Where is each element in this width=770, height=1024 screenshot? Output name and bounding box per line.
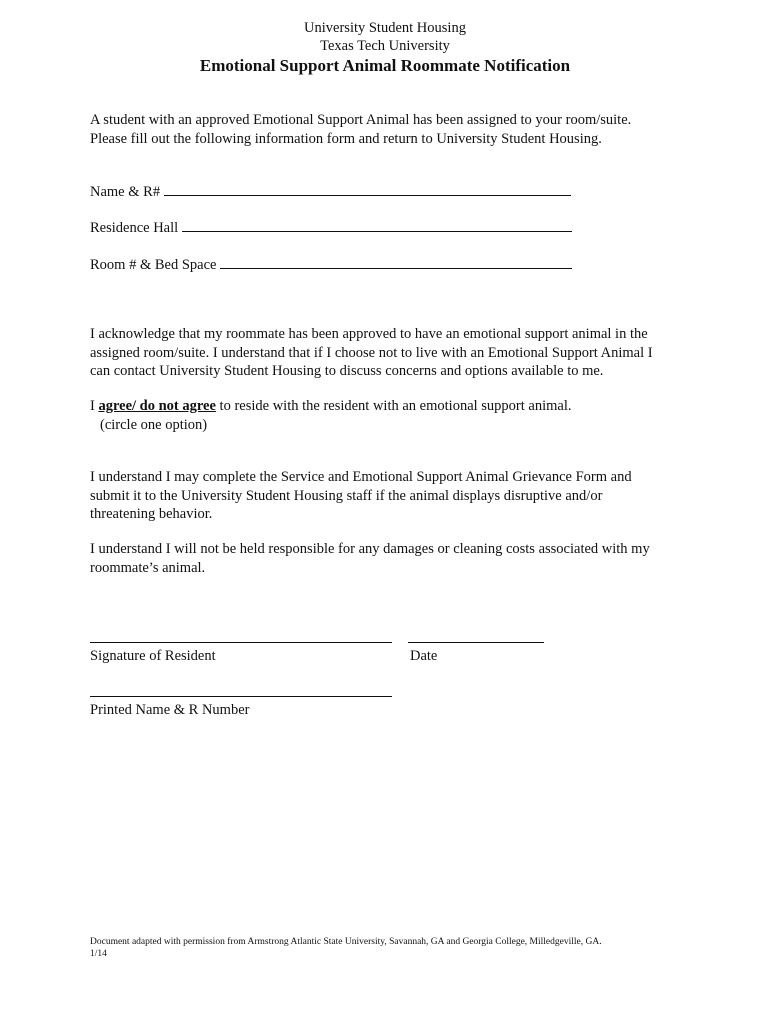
name-field	[90, 182, 571, 201]
header-university: Texas Tech University	[320, 38, 450, 54]
residence-hall-field	[90, 218, 572, 237]
grievance-paragraph	[90, 468, 690, 524]
footer	[90, 936, 690, 960]
signature-label: Signature of Resident	[90, 648, 216, 664]
residence-hall-blank[interactable]	[182, 218, 572, 232]
date-line[interactable]	[408, 642, 544, 643]
damages-line-2: roommate’s animal.	[90, 559, 206, 576]
footer-attribution: Document adapted with permission from Armstrong Atlantic State University, Savannah, GA and Georgia College, Milledgeville, GA.	[90, 937, 602, 947]
acknowledge-line-3: can contact University Student Housing to discuss concerns and options available to me.	[90, 363, 604, 379]
room-bed-field	[90, 255, 572, 274]
acknowledge-paragraph	[90, 325, 690, 381]
name-field-label: Name & R#	[90, 184, 161, 200]
date-label: Date	[410, 648, 438, 664]
grievance-line-1: I understand I may complete the Service and Emotional Support Animal Grievance Form and	[90, 469, 632, 485]
room-bed-label: Room # & Bed Space	[90, 257, 217, 273]
intro-line-2: Please fill out the following information form and return to University Student Housing.	[90, 130, 602, 147]
acknowledge-line-2: assigned room/suite. I understand that if I choose not to live with an Emotional Support Animal I	[90, 344, 653, 361]
agree-suffix: to reside with the resident with an emotional support animal.	[219, 398, 572, 414]
damages-paragraph	[90, 540, 690, 577]
agree-note: (circle one option)	[100, 416, 208, 433]
footer-revision: 1/14	[90, 949, 107, 959]
acknowledge-line-1: I acknowledge that my roommate has been approved to have an emotional support animal in the	[90, 326, 648, 342]
name-field-blank[interactable]	[164, 182, 571, 196]
printed-name-line[interactable]	[90, 696, 392, 697]
header-organization: University Student Housing	[304, 20, 466, 36]
residence-hall-label: Residence Hall	[90, 220, 179, 236]
agree-paragraph	[90, 397, 690, 434]
grievance-line-2: submit it to the University Student Housing staff if the animal displays disruptive and/or	[90, 487, 603, 504]
printed-name-label: Printed Name & R Number	[90, 702, 250, 718]
agree-options[interactable]: agree/ do not agree	[98, 398, 216, 414]
intro-line-1: A student with an approved Emotional Support Animal has been assigned to your room/suite.	[90, 112, 632, 128]
agree-line	[90, 397, 690, 416]
grievance-line-3: threatening behavior.	[90, 506, 213, 522]
intro-paragraph	[90, 111, 690, 148]
signature-line[interactable]	[90, 642, 392, 643]
room-bed-blank[interactable]	[220, 255, 572, 269]
agree-prefix: I	[90, 398, 95, 414]
damages-line-1: I understand I will not be held responsible for any damages or cleaning costs associated with my	[90, 541, 650, 557]
document-title: Emotional Support Animal Roommate Notification	[199, 56, 571, 75]
